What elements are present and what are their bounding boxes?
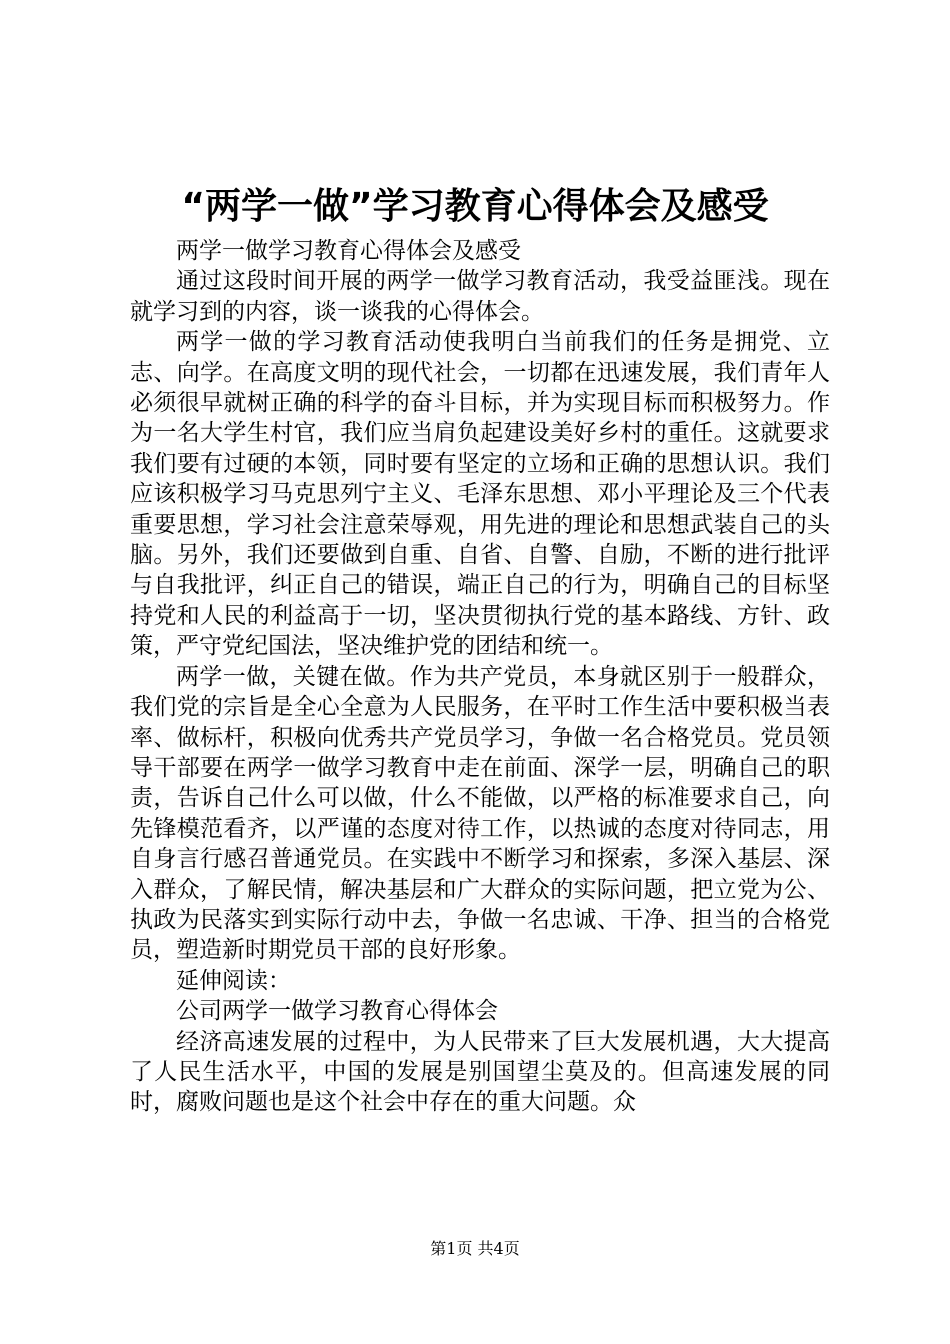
paragraph-intro: 通过这段时间开展的两学一做学习教育活动，我受益匪浅。现在就学习到的内容，谈一谈我的心得体会。 (130, 268, 830, 325)
paragraph-economy: 经济高速发展的过程中，为人民带来了巨大发展机遇，大大提高了人民生活水平，中国的发展是别国望尘莫及的。但高速发展的同时，腐败问题也是这个社会中存在的重大问题。众 (130, 1028, 830, 1116)
paragraph-goals: 两学一做的学习教育活动使我明白当前我们的任务是拥党、立志、向学。在高度文明的现代社会，一切都在迅速发展，我们青年人必须很早就树正确的科学的奋斗目标，并为实现目标而积极努力。作为一名大学生村官，我们应当肩负起建设美好乡村的重任。这就要求我们要有过硬的本领，同时要有坚定的立场和正确的思想认识。我们应该积极学习马克思列宁主义、毛泽东思想、邓小平理论及三个代表重要思想，学习社会注意荣辱观，用先进的理论和思想武装自己的头脑。另外，我们还要做到自重、自省、自警、自励，不断的进行批评与自我批评，纠正自己的错误，端正自己的行为，明确自己的目标坚持党和人民的利益高于一切，坚决贯彻执行党的基本路线、方针、政策，严守党纪国法，坚决维护党的团结和统一。 (130, 329, 830, 660)
paragraph-extended-reading-label: 延伸阅读： (176, 967, 291, 994)
document-title: “两学一做”学习教育心得体会及感受 (181, 186, 769, 227)
paragraph-action: 两学一做，关键在做。作为共产党员，本身就区别于一般群众，我们党的宗旨是全心全意为人民服务，在平时工作生活中要积极当表率、做标杆，积极向优秀共产党员学习，争做一名合格党员。党员领导干部要在两学一做学习教育中走在前面、深学一层，明确自己的职责，告诉自己什么可以做，什么不能做，以严格的标准要求自己，向先锋模范看齐，以严谨的态度对待工作，以热诚的态度对待同志，用自身言行感召普通党员。在实践中不断学习和探索，多深入基层、深入群众，了解民情，解决基层和广大群众的实际问题，把立党为公、执政为民落实到实际行动中去，争做一名忠诚、干净、担当的合格党员，塑造新时期党员干部的良好形象。 (130, 663, 830, 964)
document-body (130, 236, 830, 1118)
paragraph-section-heading: 公司两学一做学习教育心得体会 (176, 998, 498, 1025)
paragraph-subtitle: 两学一做学习教育心得体会及感受 (176, 238, 521, 264)
page-number-footer: 第1页 共4页 (430, 1239, 520, 1258)
